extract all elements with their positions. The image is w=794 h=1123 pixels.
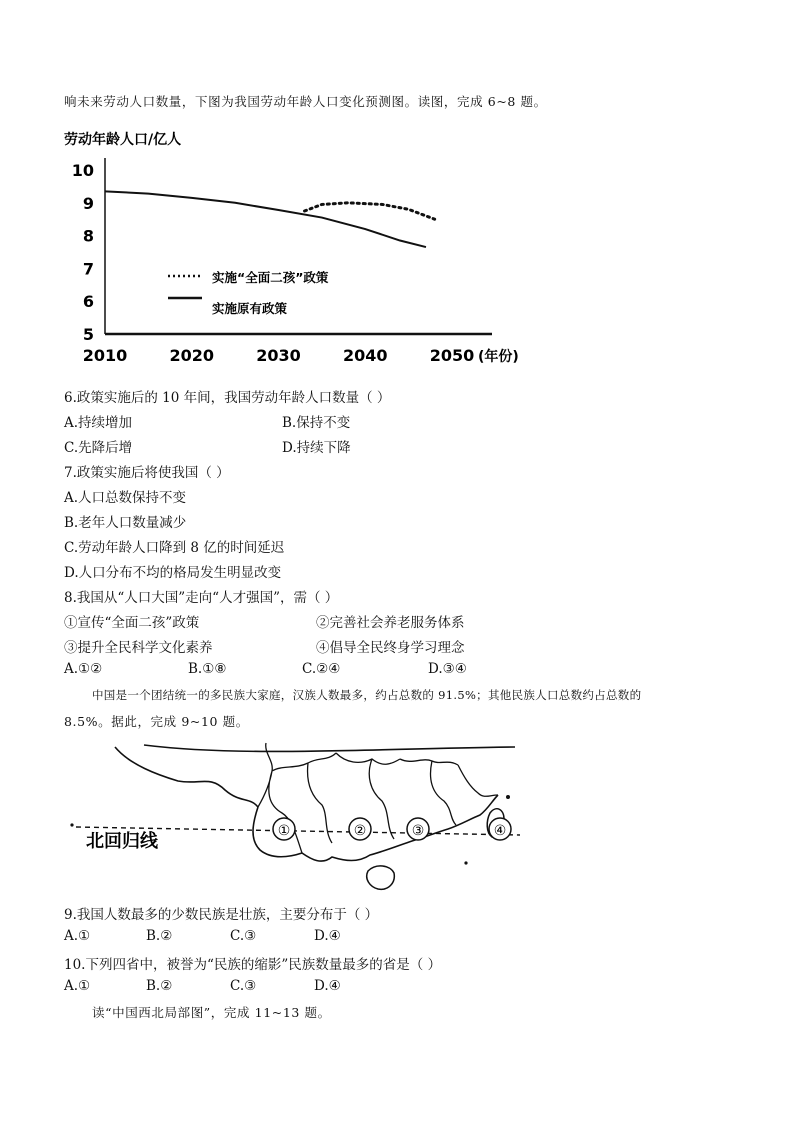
q10-option-a[interactable]: A.① <box>64 978 91 994</box>
svg-text:②: ② <box>353 823 367 839</box>
q10-stem: 10.下列四省中，被誉为“民族的缩影”民族数量最多的省是（ ） <box>64 957 442 973</box>
map-dot <box>464 861 467 864</box>
q8-option-b[interactable]: B.①⑧ <box>188 661 227 677</box>
hainan-island <box>367 866 395 889</box>
region-marker-2[interactable] <box>349 818 371 840</box>
q9-stem: 9.我国人数最多的少数民族是壮族，主要分布于（ ） <box>64 907 379 923</box>
chart-ylabel: 劳动年龄人口/亿人 <box>64 132 182 148</box>
q6-option-a[interactable]: A.持续增加 <box>64 415 133 431</box>
region-marker-4[interactable] <box>489 818 511 840</box>
q9-option-b[interactable]: B.② <box>146 928 173 944</box>
q8-option-c[interactable]: C.②④ <box>302 661 341 677</box>
legend-label-solid: 实施原有政策 <box>212 301 288 316</box>
svg-text:④: ④ <box>493 823 507 839</box>
intro-text-2a: 中国是一个团结统一的多民族大家庭，汉族人数最多，约占总数的 91.5%；其他民族人口总数约占总数的 <box>92 688 642 702</box>
y-tick-label: 9 <box>82 193 94 213</box>
y-tick-label: 8 <box>82 226 94 246</box>
x-tick-label: 2010 <box>82 346 128 365</box>
q7-option-a[interactable]: A.人口总数保持不变 <box>64 490 187 506</box>
south-china-map <box>60 735 530 895</box>
x-tick-label: 2040 <box>342 346 388 365</box>
q8-stem: 8.我国从“人口大国”走向“人才强国”，需（ ） <box>64 590 339 606</box>
map-province-borders <box>258 743 498 853</box>
q8-option-d[interactable]: D.③④ <box>428 661 467 677</box>
legend <box>168 270 329 316</box>
legend-label-dotted: 实施“全面二孩”政策 <box>212 270 329 285</box>
series-line-solid <box>105 191 426 247</box>
y-tick-label: 5 <box>82 325 94 344</box>
x-tick-label: 2020 <box>169 346 215 365</box>
tropic-of-cancer-label: 北回归线 <box>86 831 158 852</box>
q8-item-3: ③提升全民科学文化素养 <box>64 640 213 656</box>
q10-option-b[interactable]: B.② <box>146 978 173 994</box>
map-west-boundary <box>115 747 258 807</box>
svg-text:③: ③ <box>411 823 425 839</box>
q7-option-d[interactable]: D.人口分布不均的格局发生明显改变 <box>64 565 282 581</box>
q9-option-c[interactable]: C.③ <box>230 928 257 944</box>
y-tick-label: 7 <box>82 259 94 279</box>
svg-text:①: ① <box>277 823 291 839</box>
q9-option-d[interactable]: D.④ <box>314 928 341 944</box>
q9-option-a[interactable]: A.① <box>64 928 91 944</box>
intro-text-3: 读“中国西北局部图”，完成 11~13 题。 <box>92 1005 331 1020</box>
map-dot <box>70 823 73 826</box>
map-dot <box>506 795 510 799</box>
q10-option-d[interactable]: D.④ <box>314 978 341 994</box>
q6-stem: 6.政策实施后的 10 年间，我国劳动年龄人口数量（ ） <box>64 390 391 406</box>
region-marker-3[interactable] <box>407 818 429 840</box>
q8-item-4: ④倡导全民终身学习理念 <box>316 640 465 656</box>
intro-text-2b: 8.5%。据此，完成 9~10 题。 <box>64 714 249 729</box>
q6-option-d[interactable]: D.持续下降 <box>282 440 351 456</box>
region-marker-1[interactable] <box>273 818 295 840</box>
series-line-dotted <box>305 203 435 219</box>
q6-option-c[interactable]: C.先降后增 <box>64 440 133 456</box>
intro-text-1: 响未来劳动人口数量，下图为我国劳动年龄人口变化预测图。读图，完成 6~8 题。 <box>64 94 547 109</box>
q7-option-b[interactable]: B.老年人口数量减少 <box>64 515 187 531</box>
q7-option-c[interactable]: C.劳动年龄人口降到 8 亿的时间延迟 <box>64 540 285 556</box>
q8-option-a[interactable]: A.①② <box>64 661 103 677</box>
q8-item-2: ②完善社会养老服务体系 <box>316 615 465 631</box>
x-tick-label: 2030 <box>256 346 301 365</box>
q7-stem: 7.政策实施后将使我国（ ） <box>64 465 230 481</box>
y-tick-label: 10 <box>71 161 94 180</box>
x-tick-label: 2050 <box>429 346 475 365</box>
chart-xlabel: (年份) <box>478 349 519 365</box>
labor-population-chart <box>60 120 540 370</box>
y-tick-label: 6 <box>82 292 94 312</box>
q10-option-c[interactable]: C.③ <box>230 978 257 994</box>
q6-option-b[interactable]: B.保持不变 <box>282 415 351 431</box>
map-top-line <box>144 745 515 751</box>
q8-item-1: ①宣传“全面二孩”政策 <box>64 615 200 631</box>
